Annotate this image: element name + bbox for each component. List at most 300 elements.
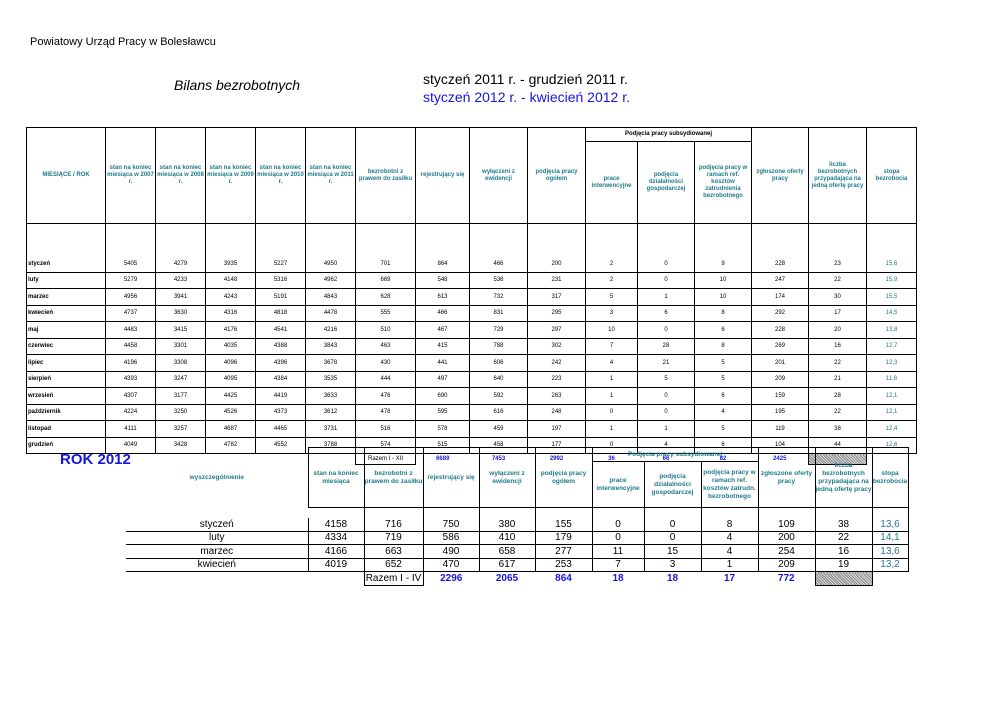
table-cell: 8 <box>695 338 752 355</box>
table-cell: 21 <box>638 355 695 372</box>
table-cell: 4526 <box>206 404 256 421</box>
table-cell: 4465 <box>256 421 306 438</box>
table-cell: 16 <box>809 338 867 355</box>
table-cell: 3250 <box>156 404 206 421</box>
table-cell: 223 <box>528 371 586 388</box>
table-cell: 652 <box>364 558 423 572</box>
table-cell: 3788 <box>306 437 356 454</box>
table-cell: 2 <box>586 272 638 289</box>
table-cell: 3612 <box>306 404 356 421</box>
table-cell: 209 <box>758 558 815 572</box>
report-title: Bilans bezrobotnych <box>174 77 301 93</box>
table-cell: 179 <box>535 531 592 545</box>
table-row <box>27 289 917 306</box>
table-cell: 30 <box>809 289 867 306</box>
table-row <box>27 388 917 405</box>
table-cell: 478 <box>356 404 416 421</box>
table-cell: 4 <box>586 355 638 372</box>
col-header-item: wyszczególnienie <box>126 448 308 508</box>
table-cell: 19 <box>815 558 872 572</box>
col-header-jobs-total: podjęcia pracy ogółem <box>535 448 592 508</box>
table-cell: 12,4 <box>867 421 917 438</box>
total-cell: 2425 <box>773 456 787 463</box>
table-cell: 5227 <box>256 256 306 272</box>
table-cell: 515 <box>416 437 470 454</box>
col-header-business: podjęcia działalności gospodarczej <box>638 142 695 224</box>
table-cell: 2 <box>586 256 638 272</box>
table-cell: 22 <box>809 272 867 289</box>
table-cell: 0 <box>592 518 644 531</box>
table-cell: 14,5 <box>867 305 917 322</box>
col-header-intervention: prace interwencyjne <box>592 462 644 508</box>
table-row <box>27 404 917 421</box>
table-cell: 4393 <box>106 371 156 388</box>
table-cell: 177 <box>528 437 586 454</box>
section-heading-2012: ROK 2012 <box>60 451 131 468</box>
table-cell: 0 <box>638 272 695 289</box>
table-cell: 4687 <box>206 421 256 438</box>
col-header-registering: rejestrujący się <box>416 128 470 224</box>
table-cell: 4419 <box>256 388 306 405</box>
table-cell: 4243 <box>206 289 256 306</box>
table-cell: 1 <box>586 388 638 405</box>
table-cell: 3257 <box>156 421 206 438</box>
total-cell: 2065 <box>495 573 519 584</box>
table-cell: 3308 <box>156 355 206 372</box>
table-cell: 3535 <box>306 371 356 388</box>
table-cell: 5405 <box>106 256 156 272</box>
table-cell: 3941 <box>156 289 206 306</box>
table-cell: 6 <box>695 322 752 339</box>
table-cell: 7 <box>592 558 644 572</box>
col-header-2011: stan na koniec miesiąca w 2011 r. <box>306 128 356 224</box>
table-cell: 16 <box>815 545 872 559</box>
table-cell: 690 <box>416 388 470 405</box>
table-cell: 3247 <box>156 371 206 388</box>
table-row <box>27 371 917 388</box>
col-header-2008: stan na koniec miesiąca w 2008 r. <box>156 128 206 224</box>
table-cell: 444 <box>356 371 416 388</box>
table-cell: 606 <box>470 355 528 372</box>
table-cell: 536 <box>470 272 528 289</box>
col-header-month-end: stan na koniec miesiąca <box>308 448 364 508</box>
table-cell: 430 <box>356 355 416 372</box>
table-cell: 5316 <box>256 272 306 289</box>
table-cell: 669 <box>356 272 416 289</box>
col-header-business: podjęcia działalności gospodarczej <box>644 462 701 508</box>
total-row <box>126 572 908 586</box>
table-row <box>126 531 908 545</box>
month-cell: maj <box>27 322 106 339</box>
table-cell: 10 <box>695 289 752 306</box>
col-header-rate: stopa bezrobocia <box>867 128 917 224</box>
total-label: Razem I - XII <box>356 454 416 465</box>
table-cell: 10 <box>586 322 638 339</box>
month-cell: wrzesień <box>27 388 106 405</box>
table-cell: 592 <box>470 388 528 405</box>
table-cell: 3935 <box>206 256 256 272</box>
table-cell: 470 <box>423 558 479 572</box>
table-cell: 586 <box>423 531 479 545</box>
spacer-cell <box>872 572 908 586</box>
table-cell: 0 <box>592 531 644 545</box>
table-row <box>27 256 917 272</box>
table-cell: 14,1 <box>872 531 908 545</box>
total-cell: 2992 <box>549 456 564 463</box>
table-row <box>27 305 917 322</box>
col-header-with-benefit: bezrobotni z prawem do zasiłku <box>356 128 416 224</box>
table-cell: 4478 <box>306 305 356 322</box>
col-header-with-benefit: bezrobotni z prawem do zasiłku <box>364 448 423 508</box>
table-cell: 5 <box>695 371 752 388</box>
col-header-2007: stan na koniec miesiąca w 2007 r. <box>106 128 156 224</box>
table-cell: 831 <box>470 305 528 322</box>
table-cell: 15,6 <box>867 256 917 272</box>
table-cell: 4396 <box>256 355 306 372</box>
table-cell: 4541 <box>256 322 306 339</box>
table-cell: 253 <box>535 558 592 572</box>
total-cell: 7453 <box>491 456 506 463</box>
total-cell: 6689 <box>436 456 450 463</box>
total-cell: 2296 <box>440 573 463 584</box>
table-cell: 3633 <box>306 388 356 405</box>
table-cell: 0 <box>638 256 695 272</box>
table-cell: 4552 <box>256 437 306 454</box>
table-cell: 4384 <box>256 371 306 388</box>
month-cell: lipiec <box>27 355 106 372</box>
table-cell: 174 <box>752 289 809 306</box>
table-cell: 104 <box>752 437 809 454</box>
table-cell: 4737 <box>106 305 156 322</box>
unemployment-table-2011 <box>26 127 917 465</box>
table-cell: 13,2 <box>872 558 908 572</box>
col-header-month: MIESIĄCE / ROK <box>27 128 106 224</box>
table-cell: 1 <box>638 421 695 438</box>
table-cell: 578 <box>416 421 470 438</box>
col-header-refund: podjęcia pracy w ramach ref. kosztów zatrudn. bezrobotnego <box>701 462 758 508</box>
table-cell: 4782 <box>206 437 256 454</box>
table-cell: 4956 <box>106 289 156 306</box>
table-cell: 4233 <box>156 272 206 289</box>
table-cell: 3731 <box>306 421 356 438</box>
table-cell: 5 <box>695 421 752 438</box>
table-cell: 415 <box>416 338 470 355</box>
table-cell: 302 <box>528 338 586 355</box>
spacer-cell <box>27 454 106 465</box>
table-cell: 658 <box>479 545 535 559</box>
table-row <box>126 558 908 572</box>
table-cell: 4166 <box>308 545 364 559</box>
table-cell: 4316 <box>206 305 256 322</box>
table-cell: 0 <box>586 437 638 454</box>
table-cell: 1 <box>586 421 638 438</box>
table-cell: 3843 <box>306 338 356 355</box>
table-cell: 231 <box>528 272 586 289</box>
table-cell: 510 <box>356 322 416 339</box>
table-cell: 15,9 <box>867 272 917 289</box>
table-cell: 12,3 <box>867 355 917 372</box>
table-row <box>126 518 908 531</box>
table-cell: 12,1 <box>867 404 917 421</box>
table-cell: 263 <box>528 388 586 405</box>
month-cell: luty <box>126 531 308 545</box>
table-cell: 4035 <box>206 338 256 355</box>
table-cell: 719 <box>364 531 423 545</box>
table-cell: 200 <box>528 256 586 272</box>
month-cell: listopad <box>27 421 106 438</box>
total-label: Razem I - IV <box>365 572 422 584</box>
table-cell: 4458 <box>106 338 156 355</box>
table-cell: 13,6 <box>872 545 908 559</box>
total-cell: 17 <box>723 573 736 584</box>
col-header-rate: stopa bezrobocia <box>872 448 908 508</box>
month-cell: styczeń <box>27 256 106 272</box>
col-header-per-offer: liczba bezrobotnych przypadająca na jedną ofertę pracy <box>809 128 867 224</box>
group-header-subsidized: Podjęcia pracy subsydiowanej <box>586 128 752 142</box>
table-cell: 8 <box>701 518 758 531</box>
table-cell: 0 <box>638 322 695 339</box>
table-cell: 628 <box>356 289 416 306</box>
table-cell: 109 <box>758 518 815 531</box>
col-header-jobs-total: podjęcia pracy ogółem <box>528 128 586 224</box>
table-cell: 38 <box>815 518 872 531</box>
table-cell: 228 <box>752 256 809 272</box>
table-cell: 4279 <box>156 256 206 272</box>
total-cell: 36 <box>608 456 615 463</box>
table-cell: 459 <box>470 421 528 438</box>
month-cell: październik <box>27 404 106 421</box>
table-cell: 228 <box>752 322 809 339</box>
table-cell: 3630 <box>156 305 206 322</box>
table-cell: 0 <box>638 404 695 421</box>
col-header-registering: rejestrujący się <box>423 448 479 508</box>
table-cell: 616 <box>470 404 528 421</box>
table-cell: 200 <box>758 531 815 545</box>
table-cell: 6 <box>695 437 752 454</box>
month-cell: kwiecień <box>126 558 308 572</box>
table-cell: 10 <box>695 272 752 289</box>
table-cell: 9 <box>695 256 752 272</box>
table-row <box>27 421 917 438</box>
table-cell: 4049 <box>106 437 156 454</box>
table-cell: 21 <box>809 371 867 388</box>
total-cell: 772 <box>777 573 795 584</box>
table-cell: 4 <box>638 437 695 454</box>
total-cell: 864 <box>555 573 572 584</box>
table-cell: 4158 <box>308 518 364 531</box>
table-cell: 497 <box>416 371 470 388</box>
table-cell: 201 <box>752 355 809 372</box>
table-cell: 4111 <box>106 421 156 438</box>
table-cell: 4216 <box>306 322 356 339</box>
table-cell: 195 <box>752 404 809 421</box>
table-cell: 13,6 <box>872 518 908 531</box>
table-row <box>27 355 917 372</box>
total-cell: 82 <box>719 456 727 463</box>
table-cell: 269 <box>752 338 809 355</box>
table-cell: 4224 <box>106 404 156 421</box>
table-cell: 11,8 <box>867 371 917 388</box>
table-cell: 516 <box>356 421 416 438</box>
month-cell: styczeń <box>126 518 308 531</box>
table-cell: 640 <box>470 371 528 388</box>
table-cell: 490 <box>423 545 479 559</box>
table-cell: 7 <box>586 338 638 355</box>
table-cell: 4 <box>701 531 758 545</box>
table-cell: 28 <box>638 338 695 355</box>
table-cell: 5 <box>638 371 695 388</box>
table-cell: 4196 <box>106 355 156 372</box>
col-header-offers: zgłoszone oferty pracy <box>758 448 815 508</box>
table-cell: 466 <box>470 256 528 272</box>
table-cell: 3415 <box>156 322 206 339</box>
table-cell: 788 <box>470 338 528 355</box>
table-cell: 13,8 <box>867 322 917 339</box>
spacer-cell <box>308 572 364 586</box>
table-cell: 197 <box>528 421 586 438</box>
col-header-removed: wyłączeni z ewidencji <box>479 448 535 508</box>
table-cell: 4176 <box>206 322 256 339</box>
spacer-cell <box>126 572 308 586</box>
table-cell: 410 <box>479 531 535 545</box>
table-cell: 617 <box>479 558 535 572</box>
table-cell: 4148 <box>206 272 256 289</box>
table-cell: 4425 <box>206 388 256 405</box>
table-cell: 22 <box>809 355 867 372</box>
col-header-refund: podjęcia pracy w ramach ref. kosztów zatrudnienia bezrobotnego <box>695 142 752 224</box>
month-cell: grudzień <box>27 437 106 454</box>
table-cell: 729 <box>470 322 528 339</box>
table-cell: 15 <box>644 545 701 559</box>
table-cell: 1 <box>701 558 758 572</box>
table-cell: 380 <box>479 518 535 531</box>
table-cell: 277 <box>535 545 592 559</box>
month-cell: luty <box>27 272 106 289</box>
hatched-cell <box>815 572 872 586</box>
table-cell: 441 <box>416 355 470 372</box>
unemployment-table-2012 <box>126 447 909 586</box>
organization-name: Powiatowy Urząd Pracy w Bolesławcu <box>30 36 216 48</box>
table-cell: 595 <box>416 404 470 421</box>
table-row <box>27 272 917 289</box>
month-cell: marzec <box>27 289 106 306</box>
table-cell: 28 <box>809 388 867 405</box>
group-header-subsidized: Podjęcia pracy subsydiowanej <box>592 448 758 462</box>
table-cell: 4818 <box>256 305 306 322</box>
table-cell: 548 <box>416 272 470 289</box>
col-header-per-offer: liczba bezrobotnych przypadająca na jedną ofertę pracy <box>815 448 872 508</box>
table-cell: 4 <box>695 404 752 421</box>
table-cell: 0 <box>638 388 695 405</box>
table-cell: 22 <box>815 531 872 545</box>
table-cell: 3177 <box>156 388 206 405</box>
col-header-2010: stan na koniec miesiąca w 2010 r. <box>256 128 306 224</box>
table-cell: 4095 <box>206 371 256 388</box>
table-cell: 155 <box>535 518 592 531</box>
table-cell: 458 <box>470 437 528 454</box>
table-cell: 159 <box>752 388 809 405</box>
table-cell: 4388 <box>256 338 306 355</box>
table-cell: 0 <box>644 531 701 545</box>
table-cell: 5 <box>695 355 752 372</box>
table-cell: 0 <box>644 518 701 531</box>
period-2011: styczeń 2011 r. - grudzień 2011 r. <box>423 71 628 87</box>
table-cell: 466 <box>416 305 470 322</box>
table-cell: 5 <box>586 289 638 306</box>
table-cell: 4019 <box>308 558 364 572</box>
table-cell: 12,6 <box>867 437 917 454</box>
table-cell: 555 <box>356 305 416 322</box>
table-row <box>126 545 908 559</box>
table-cell: 38 <box>809 421 867 438</box>
table-cell: 463 <box>356 338 416 355</box>
table-cell: 0 <box>586 404 638 421</box>
table-cell: 716 <box>364 518 423 531</box>
month-cell: czerwiec <box>27 338 106 355</box>
table-cell: 467 <box>416 322 470 339</box>
table-cell: 4950 <box>306 256 356 272</box>
table-cell: 613 <box>416 289 470 306</box>
table-cell: 295 <box>528 305 586 322</box>
total-cell: 18 <box>612 573 624 584</box>
table-cell: 254 <box>758 545 815 559</box>
table-cell: 4843 <box>306 289 356 306</box>
month-cell: marzec <box>126 545 308 559</box>
table-cell: 12,1 <box>867 388 917 405</box>
col-header-intervention: prace interwencyjne <box>586 142 638 224</box>
col-header-removed: wyłączeni z ewidencji <box>470 128 528 224</box>
table-cell: 663 <box>364 545 423 559</box>
table-cell: 248 <box>528 404 586 421</box>
table-row <box>27 322 917 339</box>
table-cell: 4 <box>701 545 758 559</box>
table-cell: 5191 <box>256 289 306 306</box>
table-cell: 732 <box>470 289 528 306</box>
table-cell: 209 <box>752 371 809 388</box>
table-cell: 242 <box>528 355 586 372</box>
table-cell: 5279 <box>106 272 156 289</box>
table-cell: 476 <box>356 388 416 405</box>
month-cell: kwiecień <box>27 305 106 322</box>
table-cell: 864 <box>416 256 470 272</box>
table-cell: 20 <box>809 322 867 339</box>
table-cell: 1 <box>586 371 638 388</box>
table-cell: 22 <box>809 404 867 421</box>
table-cell: 3 <box>644 558 701 572</box>
month-cell: sierpień <box>27 371 106 388</box>
table-cell: 317 <box>528 289 586 306</box>
table-cell: 119 <box>752 421 809 438</box>
table-cell: 3428 <box>156 437 206 454</box>
table-cell: 4334 <box>308 531 364 545</box>
table-cell: 4307 <box>106 388 156 405</box>
table-cell: 6 <box>638 305 695 322</box>
table-cell: 17 <box>809 305 867 322</box>
table-cell: 247 <box>752 272 809 289</box>
table-cell: 3 <box>586 305 638 322</box>
table-row <box>27 338 917 355</box>
total-cell: 66 <box>662 456 670 463</box>
table-cell: 4962 <box>306 272 356 289</box>
table-cell: 11 <box>592 545 644 559</box>
table-cell: 12,7 <box>867 338 917 355</box>
table-cell: 750 <box>423 518 479 531</box>
table-cell: 23 <box>809 256 867 272</box>
table-cell: 15,5 <box>867 289 917 306</box>
table-cell: 4096 <box>206 355 256 372</box>
table-cell: 574 <box>356 437 416 454</box>
period-2012: styczeń 2012 r. - kwiecień 2012 r. <box>423 89 630 105</box>
